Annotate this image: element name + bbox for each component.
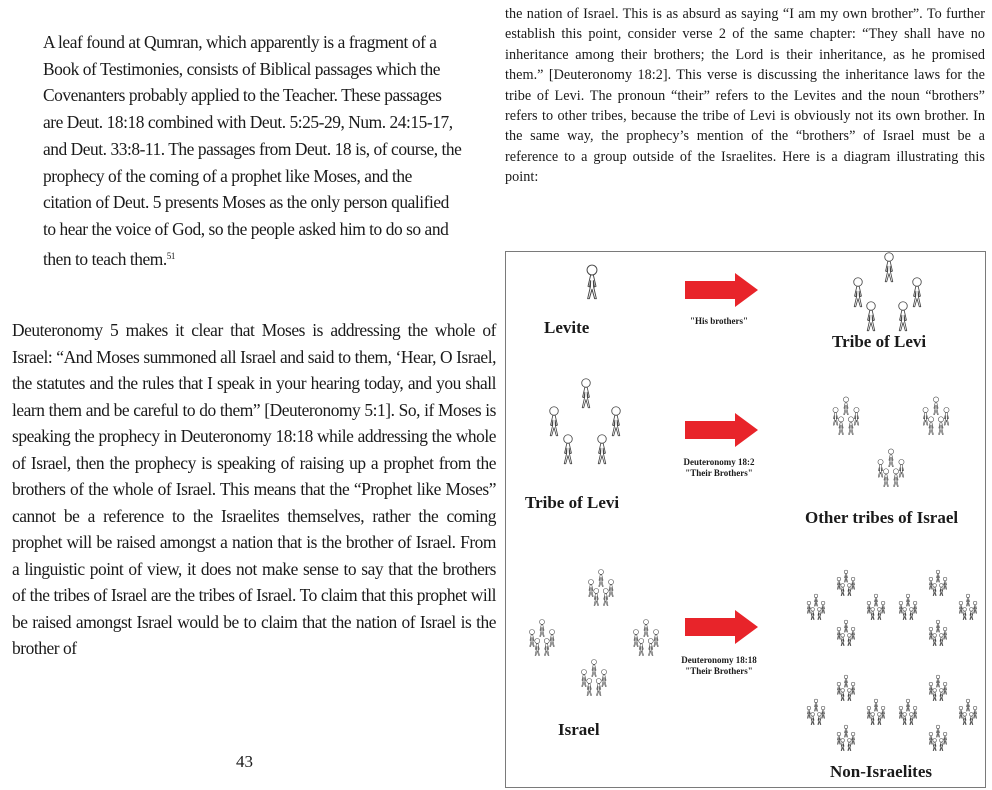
non-israelite-g4-c4-4 [933,739,937,751]
non-israelite-g1-c4-4 [841,634,845,646]
non-israelite-g3-c4-4 [841,739,845,751]
israel-b-figure-2 [529,630,534,647]
other-tribe-c-figure-3 [899,459,904,477]
levite-tribe-figure-1 [582,379,591,408]
non-israelite-g3-c3-5 [878,713,882,725]
non-israelite-g1-c4-5 [848,634,852,646]
brothers-diagram [505,251,986,788]
quote-text: A leaf found at Qumran, which apparently is a fragment of a Book of Testimonies, consists of Biblical passages which the Covenanters probably applied to the Teacher. These passages are Deut. 18:18 combined with Deut. 5:25-29, Num. 24:15-17, and Deut. 33:8-11. The passages from Deut. 18 is, of course, the prophecy of the coming of a prophet like Moses, and the citation of Deut. 5 presents Moses as the only person qualified to hear the voice of God, so the people asked him to do so and then to teach them. [43,32,462,269]
non-israelite-g4-c1-1 [936,675,940,687]
block-quote [43,29,463,272]
non-israelite-g4-c1-3 [943,682,947,694]
tribe-levi-figure-3 [913,278,922,307]
label-other-tribes: Other tribes of Israel [805,508,959,527]
non-israelite-g2-c2-1 [906,594,910,606]
levite-tribe-figure-5 [598,435,607,464]
arrow-caption-his-brothers: "His brothers" [689,316,749,326]
footnote-marker[interactable]: 51 [166,250,175,261]
label-tribe-of-levi-right: Tribe of Levi [832,332,927,351]
non-israelite-g1-c1-1 [844,570,848,582]
non-israelite-g4-c3-5 [970,713,974,725]
non-israelite-g2-c1-3 [943,577,947,589]
israel-a-figure-4 [594,588,599,605]
non-israelite-g2-c4-1 [936,620,940,632]
non-israelite-g1-c3-4 [871,608,875,620]
right-page [496,0,992,790]
non-israelite-g1-c2-3 [821,601,825,613]
non-israelite-g3-c3-1 [874,699,878,711]
right-paragraph [505,4,985,188]
levite-tribe-figure-2 [550,407,559,436]
non-israelite-g1-c1-5 [848,584,852,596]
israel-d-figure-1 [592,659,597,676]
israel-a-figure-1 [599,569,604,586]
other-tribe-c-figure-5 [893,469,898,487]
non-israelite-g1-c2-1 [814,594,818,606]
arrow-caption-deut-18-18: Deuteronomy 18:18 [681,655,757,665]
non-israelite-g4-c3-4 [963,713,967,725]
arrow-row-2 [685,413,758,447]
non-israelite-g4-c4-2 [929,732,933,744]
other-tribe-a-figure-3 [854,407,859,425]
tribe-levi-figure-4 [867,302,876,331]
other-tribe-c-figure-2 [878,459,883,477]
non-israelite-g4-c4-3 [943,732,947,744]
non-israelite-g4-c1-2 [929,682,933,694]
israel-b-figure-5 [544,638,549,655]
non-israelite-g1-c4-2 [837,627,841,639]
non-israelite-g3-c3-2 [867,706,871,718]
non-israelite-g3-c2-3 [821,706,825,718]
page-number: 43 [236,752,253,771]
non-israelite-g3-c3-3 [881,706,885,718]
non-israelite-g3-c2-5 [818,713,822,725]
right-paragraph-last-line: of the Israelites. Here is a diagram illustrating this point: [505,148,985,186]
non-israelite-g2-c3-4 [963,608,967,620]
israel-a-figure-2 [588,580,593,597]
non-israelite-g1-c2-5 [818,608,822,620]
label-non-israelites: Non-Israelites [830,762,932,781]
label-tribe-of-levi-left: Tribe of Levi [525,493,620,512]
other-tribe-a-figure-5 [848,417,853,435]
non-israelite-g4-c3-3 [973,706,977,718]
non-israelite-g1-c2-2 [807,601,811,613]
levite-tribe-figure-3 [612,407,621,436]
non-israelite-g4-c3-2 [959,706,963,718]
non-israelite-g4-c1-5 [940,689,944,701]
non-israelite-g3-c2-2 [807,706,811,718]
israel-c-figure-5 [648,638,653,655]
non-israelite-g4-c2-4 [903,713,907,725]
non-israelite-g3-c4-1 [844,725,848,737]
non-israelite-g3-c4-2 [837,732,841,744]
non-israelite-g2-c1-4 [933,584,937,596]
body-paragraph: Deuteronomy 5 makes it clear that Moses is addressing the whole of Israel: “And Moses summoned all Israel and said to them, ‘Hear, O Israel, the statutes and the rules that I speak in your hearing today, and you shall learn them and be careful to do them” [Deuteronomy 5:1]. So, if Moses is speaking the prophecy in Deuteronomy 18:18 while addressing the whole of Israel, then the prophecy is speaking of raising up a prophet from the brothers of the whole of Israel. This means that the “Prophet like Moses” cannot be a reference to the Israelites themselves, rather the coming prophet will be raised amongst a nation that is the brother of Israel. From a linguistic point of view, it does not make sense to say that the brothers of the tribes of Israel are the tribes of Israel. To claim that this prophet will be raised amongst Israel would be to claim that the nation of Israel is the brother of [12,320,496,658]
israel-b-figure-3 [550,630,555,647]
other-tribe-c-figure-4 [883,469,888,487]
israel-a-figure-3 [609,580,614,597]
non-israelite-g3-c1-4 [841,689,845,701]
non-israelite-g3-c1-1 [844,675,848,687]
non-israelite-g1-c3-3 [881,601,885,613]
other-tribe-a-figure-1 [843,397,848,415]
israel-d-figure-5 [596,678,601,695]
non-israelite-g2-c3-2 [959,601,963,613]
non-israelite-g2-c3-3 [973,601,977,613]
non-israelite-g1-c1-2 [837,577,841,589]
right-paragraph-text: the nation of Israel. This is as absurd as saying “I am my own brother”. To further establish this point, consider verse 2 of the same chapter: “They shall have no inheritance among their brothers; the Lord is their inheritance, as he promised them.” [Deuteronomy 18:2]. This verse is discussing the inheritance laws for the tribe of Levi. The pronoun “their” refers to the Levites and the noun “brothers” refers to other tribes, because the tribe of Levi is obviously not its own brother. In the same way, the prophecy’s mention of the “brothers” of Israel must be a reference to a group outside [505,6,985,165]
tribe-levi-figure-2 [854,278,863,307]
non-israelite-g1-c1-3 [851,577,855,589]
israel-c-figure-1 [644,619,649,636]
arrow-row-3 [685,610,758,644]
non-israelite-g2-c2-3 [913,601,917,613]
non-israelite-g4-c2-3 [913,706,917,718]
arrow-caption-their-brothers-2: "Their Brothers" [685,666,753,676]
non-israelite-g2-c1-2 [929,577,933,589]
other-tribe-b-figure-1 [933,397,938,415]
israel-d-figure-2 [581,670,586,687]
non-israelite-g2-c2-5 [910,608,914,620]
non-israelite-g4-c3-1 [966,699,970,711]
non-israelite-g3-c1-5 [848,689,852,701]
non-israelite-g2-c1-1 [936,570,940,582]
non-israelite-g3-c4-3 [851,732,855,744]
levite-figure [587,265,597,299]
non-israelite-g2-c1-5 [940,584,944,596]
israel-c-figure-3 [654,630,659,647]
non-israelite-g2-c2-2 [899,601,903,613]
other-tribe-a-figure-4 [838,417,843,435]
israel-c-figure-2 [633,630,638,647]
israel-b-figure-1 [540,619,545,636]
non-israelite-g3-c1-2 [837,682,841,694]
arrow-row-1 [685,273,758,307]
non-israelite-g2-c4-4 [933,634,937,646]
non-israelite-g4-c2-5 [910,713,914,725]
non-israelite-g1-c3-1 [874,594,878,606]
non-israelite-g2-c4-3 [943,627,947,639]
non-israelite-g2-c3-1 [966,594,970,606]
non-israelite-g3-c4-5 [848,739,852,751]
israel-a-figure-5 [603,588,608,605]
non-israelite-g4-c2-2 [899,706,903,718]
non-israelite-g1-c4-3 [851,627,855,639]
non-israelite-g2-c4-2 [929,627,933,639]
israel-c-figure-4 [639,638,644,655]
arrow-caption-their-brothers-1: "Their Brothers" [685,468,753,478]
arrow-caption-deut-18-2: Deuteronomy 18:2 [683,457,755,467]
label-israel: Israel [558,720,600,739]
non-israelite-g1-c3-5 [878,608,882,620]
non-israelite-g2-c3-5 [970,608,974,620]
non-israelite-g3-c2-4 [811,713,815,725]
tribe-levi-figure-5 [899,302,908,331]
non-israelite-g1-c3-2 [867,601,871,613]
israel-b-figure-4 [535,638,540,655]
other-tribe-b-figure-3 [944,407,949,425]
israel-d-figure-3 [602,670,607,687]
other-tribe-b-figure-2 [923,407,928,425]
non-israelite-g1-c4-1 [844,620,848,632]
non-israelite-g3-c2-1 [814,699,818,711]
levite-tribe-figure-4 [564,435,573,464]
non-israelite-g1-c1-4 [841,584,845,596]
non-israelite-g3-c3-4 [871,713,875,725]
non-israelite-g4-c2-1 [906,699,910,711]
tribe-levi-figure-1 [885,253,894,282]
label-levite: Levite [544,318,590,337]
non-israelite-g2-c2-4 [903,608,907,620]
non-israelite-g3-c1-3 [851,682,855,694]
non-israelite-g4-c1-4 [933,689,937,701]
other-tribe-b-figure-4 [928,417,933,435]
israel-d-figure-4 [587,678,592,695]
other-tribe-b-figure-5 [938,417,943,435]
other-tribe-c-figure-1 [888,449,893,467]
non-israelite-g1-c2-4 [811,608,815,620]
other-tribe-a-figure-2 [833,407,838,425]
non-israelite-g4-c4-5 [940,739,944,751]
non-israelite-g2-c4-5 [940,634,944,646]
non-israelite-g4-c4-1 [936,725,940,737]
